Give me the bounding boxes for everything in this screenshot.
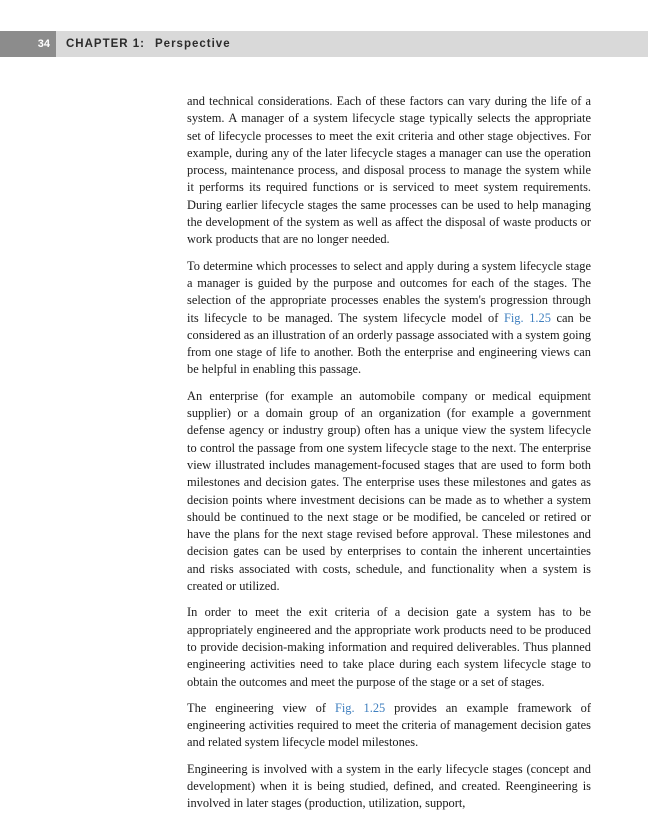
paragraph-6: Engineering is involved with a system in the early lifecycle stages (concept and development) when it is being studied, defined, and created. Reengineering is involved in later stages (production, utilization, support, <box>187 761 591 811</box>
figure-reference-link[interactable]: Fig. 1.25 <box>334 700 386 715</box>
page-number: 34 <box>0 31 56 57</box>
running-header <box>0 31 648 57</box>
paragraph-5 <box>187 700 591 752</box>
paragraph-2-pre: To determine which processes to select and apply during a system lifecycle stage a manager is guided by the purpose and outcomes for each of the stages. The selection of the appropriate processes enables the system's progression through its lifecycle to be managed. The system lifecycle model of <box>187 258 591 325</box>
paragraph-2-post: can be considered as an illustration of an orderly passage associated with a system going from one stage of life to another. Both the enterprise and engineering views can be helpful in enabling this passage. <box>187 310 591 377</box>
chapter-heading <box>64 31 231 57</box>
paragraph-5-pre: The engineering view of <box>187 700 335 715</box>
figure-reference-link[interactable]: Fig. 1.25 <box>503 310 551 325</box>
paragraph-1: and technical considerations. Each of these factors can vary during the life of a system. A manager of a system lifecycle stage typically selects the appropriate set of lifecycle processes to meet the exit criteria and other stage objectives. For example, during any of the later lifecycle stages a manager can use the operation process, maintenance process, and disposal process to manage the system while it performs its required functions or is serviced to meet system requirements. During earlier lifecycle stages the same processes can be used to help managing the development of the system as well as affect the disposal of waste products or work products that are no longer needed. <box>187 94 591 247</box>
paragraph-5-post: provides an example framework of engineering activities required to meet the criteria of management decision gates and related system lifecycle model milestones. <box>187 700 591 750</box>
chapter-title: Perspective <box>155 38 231 50</box>
chapter-label: CHAPTER 1: <box>66 38 146 50</box>
paragraph-4: In order to meet the exit criteria of a decision gate a system has to be appropriately engineered and the appropriate work products need to be produced to provide decision-making information and required deliverables. Thus planned engineering activities need to take place during each system lifecycle stage to obtain the outcomes and meet the purpose of the stage or a set of stages. <box>187 605 591 689</box>
paragraph-2 <box>187 258 591 379</box>
paragraph-3: An enterprise (for example an automobile company or medical equipment supplier) or a domain group of an organization (for example a government defense agency or industry group) often has a unique view the system lifecycle to control the passage from one system lifecycle stage to the next. The enterprise view illustrated includes management-focused stages that are used to form both milestones and decision gates. The enterprise uses these milestones and gates as decision points where investment decisions can be made as to whether a system should be continued to the next stage or be modified, be canceled or retired or have the plans for the next stage revised before approval. These milestones and decision gates can be used by enterprises to contain the inherent uncertainties and risks associated with costs, schedule, and functionality when a system is created or utilized. <box>187 388 591 594</box>
body-text <box>187 93 591 822</box>
